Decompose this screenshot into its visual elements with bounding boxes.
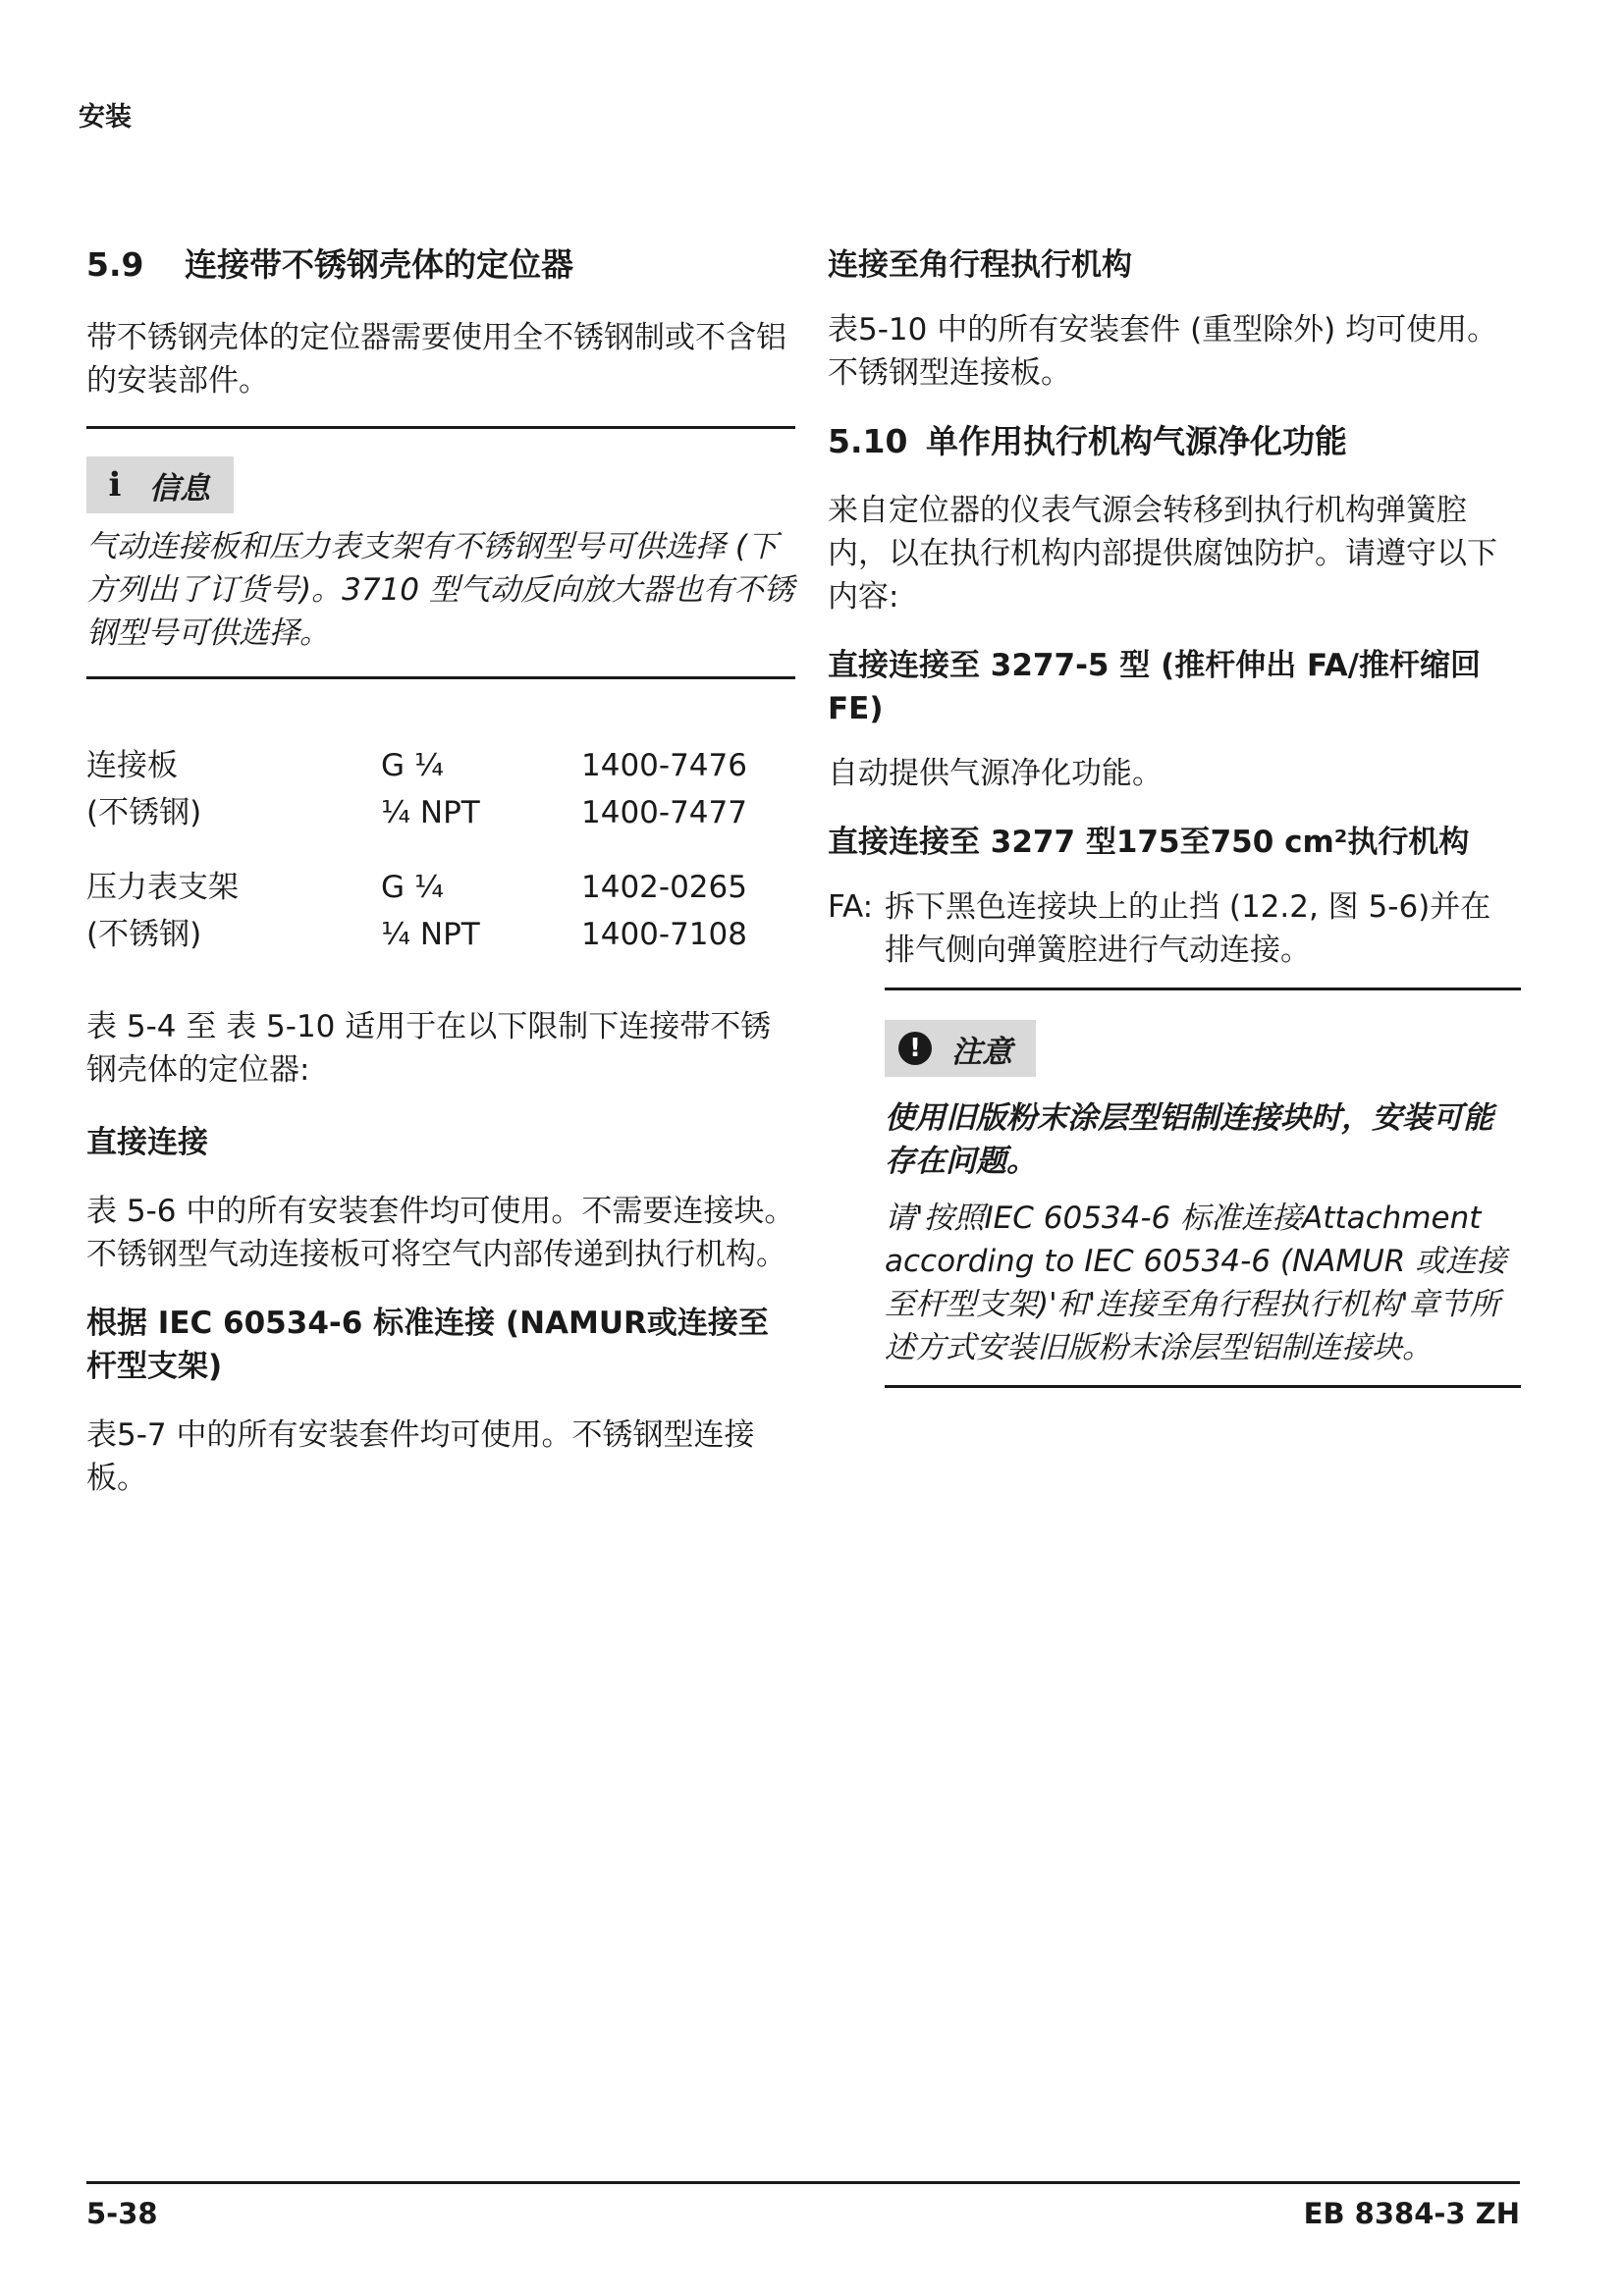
table-cell: ¼ NPT	[381, 917, 480, 952]
left-column	[86, 243, 795, 1500]
auto-purge-text: 自动提供气源净化功能。	[828, 756, 1163, 791]
section-title: 连接带不锈钢壳体的定位器	[185, 245, 573, 284]
running-header: 安装	[79, 102, 132, 133]
info-label: 信息	[149, 470, 210, 507]
iec-attachment-heading: 根据 IEC 60534-6 标准连接 (NAMUR或连接至杆型支架)	[86, 1306, 769, 1384]
table-cell: G ¼	[381, 748, 444, 783]
table-row	[86, 742, 795, 789]
notice-bottom-rule	[885, 1385, 1521, 1388]
rotary-actuator-text: 表5-10 中的所有安装套件 (重型除外) 均可使用。不锈钢型连接板。	[828, 312, 1498, 391]
table-cell: 1400-7477	[581, 795, 747, 830]
table-cell: 连接板	[86, 748, 178, 783]
info-badge	[86, 456, 234, 513]
info-text: 气动连接板和压力表支架有不锈钢型号可供选择 (下方列出了订货号)。3710 型气动反向放大器也有不锈钢型号可供选择。	[86, 529, 794, 651]
page-number: 5-38	[86, 2197, 158, 2230]
fa-text: 拆下黑色连接块上的止挡 (12.2, 图 5-6)并在排气侧向弹簧腔进行气动连接。	[885, 889, 1491, 968]
table-cell: (不锈钢)	[86, 917, 202, 952]
exclamation-icon: !	[898, 1032, 932, 1065]
table-cell: ¼ NPT	[381, 795, 480, 830]
purge-intro-text: 来自定位器的仪表气源会转移到执行机构弹簧腔内，以在执行机构内部提供腐蚀防护。请遵守以下内容:	[828, 493, 1497, 614]
section-number: 5.10	[828, 422, 908, 460]
table-row	[86, 864, 795, 911]
type-3277-5-heading: 直接连接至 3277-5 型 (推杆伸出 FA/推杆缩回 FE)	[828, 648, 1481, 726]
fa-instruction	[828, 885, 1521, 972]
info-icon: i	[108, 465, 122, 505]
direct-attachment-heading: 直接连接	[86, 1125, 208, 1160]
section-title: 单作用执行机构气源净化功能	[926, 422, 1347, 460]
footer-rule	[86, 2181, 1520, 2184]
table-cell: G ¼	[381, 870, 444, 905]
right-column	[828, 243, 1521, 1388]
table-cell: 压力表支架	[86, 870, 239, 905]
section-5-9-heading	[86, 243, 795, 287]
table-row	[86, 789, 795, 836]
section-number: 5.9	[86, 245, 144, 284]
section-5-10-heading	[828, 420, 1521, 463]
notice-text: 请'按照IEC 60534-6 标准连接Attachment according to IEC 60534-6 (NAMUR 或连接至杆型支架)'和'连接至角行程执行机构'章节所述方式安装旧版粉末涂层型铝制连接块。	[885, 1201, 1507, 1365]
table-cell: 1400-7108	[581, 917, 747, 952]
table-cell: 1400-7476	[581, 748, 747, 783]
table-cell: 1402-0265	[581, 870, 747, 905]
type-3277-heading: 直接连接至 3277 型175至750 cm²执行机构	[828, 825, 1470, 860]
notice-badge	[885, 1020, 1036, 1077]
restriction-paragraph: 表 5-4 至 表 5-10 适用于在以下限制下连接带不锈钢壳体的定位器:	[86, 1009, 772, 1088]
rotary-actuator-heading: 连接至角行程执行机构	[828, 247, 1132, 283]
notice-label: 注意	[951, 1034, 1012, 1070]
iec-attachment-text: 表5-7 中的所有安装套件均可使用。不锈钢型连接板。	[86, 1417, 755, 1496]
document-id: EB 8384-3 ZH	[1303, 2197, 1520, 2230]
direct-attachment-text: 表 5-6 中的所有安装套件均可使用。不需要连接块。不锈钢型气动连接板可将空气内部传递到执行机构。	[86, 1194, 795, 1272]
fa-label: FA:	[828, 889, 874, 925]
order-number-table	[86, 742, 795, 958]
notice-headline: 使用旧版粉末涂层型铝制连接块时，安装可能存在问题。	[885, 1100, 1493, 1179]
table-row	[86, 911, 795, 958]
table-cell: (不锈钢)	[86, 795, 202, 830]
intro-paragraph: 带不锈钢壳体的定位器需要使用全不锈钢制或不含铝的安装部件。	[86, 320, 786, 399]
